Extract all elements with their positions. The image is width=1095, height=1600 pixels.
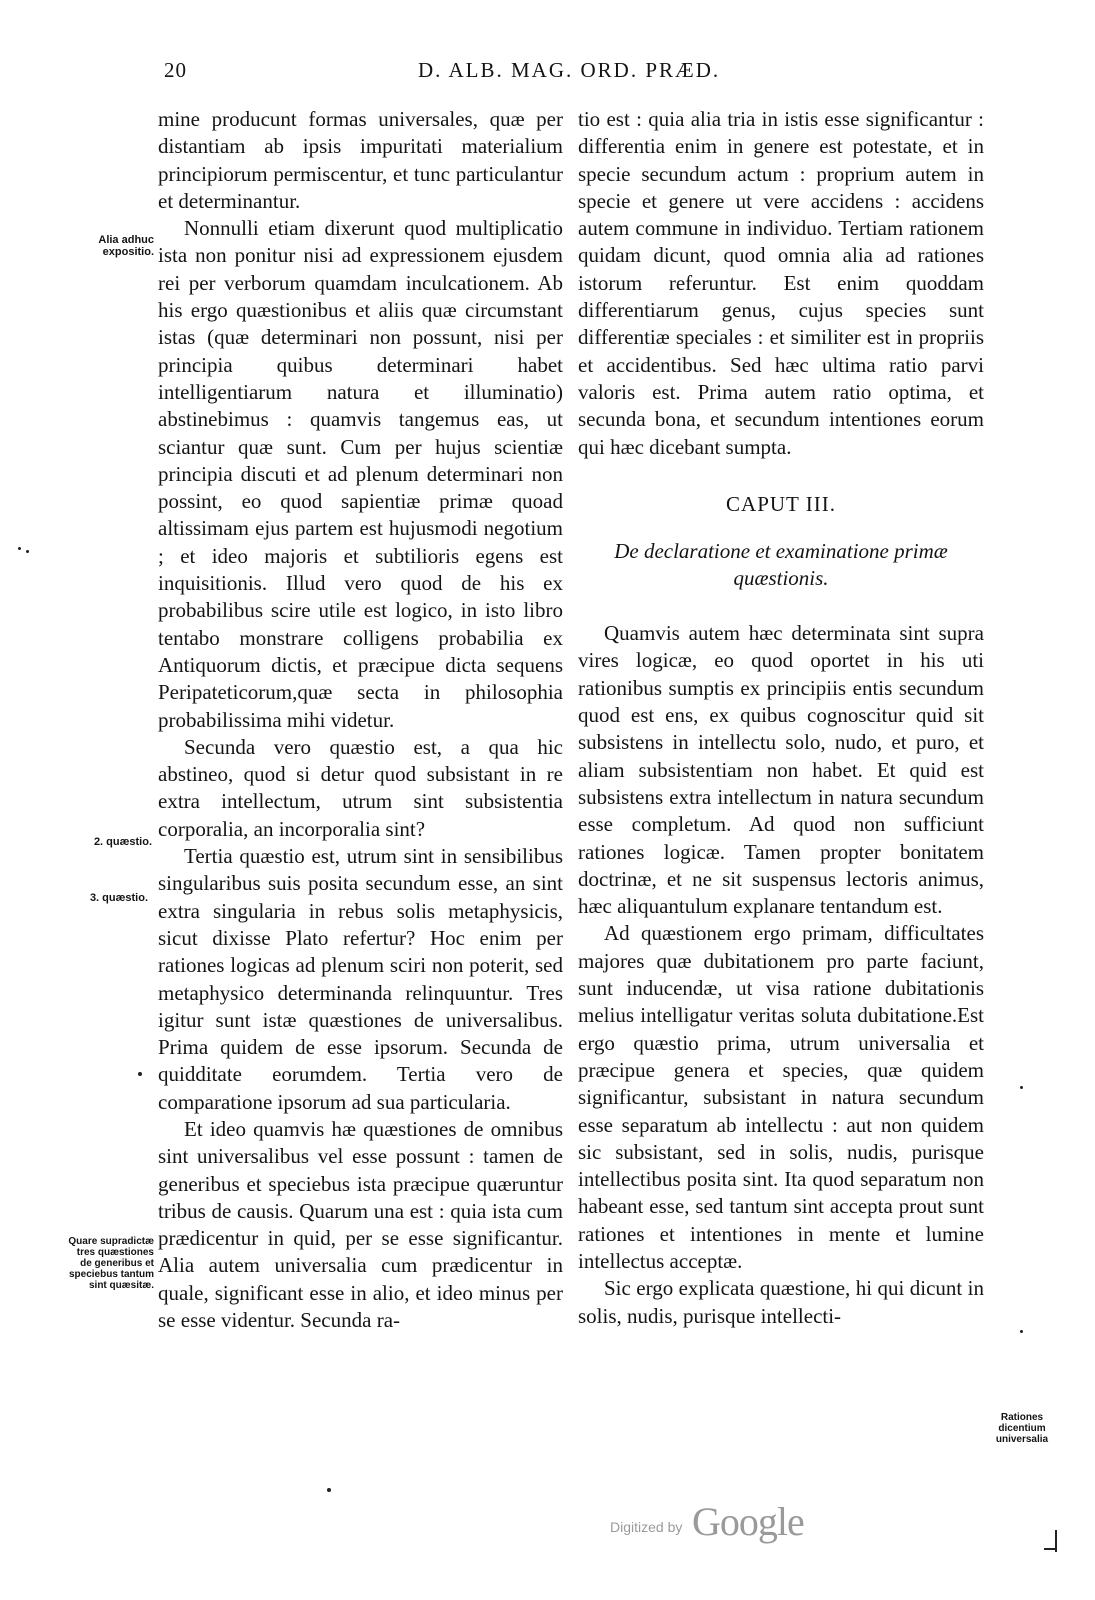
scan-speck xyxy=(18,547,21,550)
margin-note-secunda-quaestio: 2. quæstio. xyxy=(93,836,152,848)
scan-speck xyxy=(26,550,29,553)
chapter-heading: CAPUT III. xyxy=(726,491,836,516)
right-paragraph: Sic ergo explicata quæstione, hi qui dicunt in solis, nudis, purisque intellecti- xyxy=(578,1276,984,1328)
right-text-column xyxy=(578,106,984,1330)
margin-note-rationes: Rationes dicentium universalia xyxy=(995,1412,1049,1445)
scan-speck xyxy=(1020,1086,1023,1089)
running-header xyxy=(0,58,1095,88)
right-paragraph: Ad quæstionem ergo primam, difficultates majores quæ dubitationem pro parte faciunt, sunt inducendæ, ut visa ratione dubitationis melius intelligatur veritas soluta dubitatione.Est ergo quæstio prima, utrum universalia et præcipue genera et species, quæ quidem significantur, subsistant in natura secundum esse separatum ab intellectu : aut non quidem sic subsistant, sed in solis, nudis, purisque intellectibus posita sint. Ita quod separatum non habeant esse, sed tantum sint accepta prout sunt rationes et intentiones in mente et lumine intellectus acceptæ. xyxy=(578,921,984,1273)
left-paragraph: Et ideo quamvis hæ quæstiones de omnibus sint universalibus vel esse possunt : tamen de generibus et speciebus ista præcipue quæruntur tribus de causis. Quarum una est : quia ista cum prædicentur in quid, per se esse significantur. Alia autem universalia cum prædicentur in quale, significant esse in alio, et ideo minus per se esse videntur. Secunda ra- xyxy=(158,1116,563,1333)
google-logo-text: Google xyxy=(692,1499,804,1544)
scan-edge-mark xyxy=(1044,1548,1056,1550)
scan-speck xyxy=(327,1488,331,1492)
margin-note-tertia-quaestio: 3. quæstio. xyxy=(89,892,148,904)
margin-note-alia-adhuc: Alia adhuc expositio. xyxy=(98,234,154,258)
left-paragraph: mine producunt formas universales, quæ per distantiam ab ipsis impuritati materialium principiorum permiscentur, et tunc particulantur et determinantur. xyxy=(158,107,563,213)
digitized-by-label: Digitized by xyxy=(610,1519,683,1535)
left-paragraph: Nonnulli etiam dixerunt quod multiplicatio ista non ponitur nisi ad expressionem ejusdem rei per verborum quamdam inculcationem. Ab his ergo quæstionibus et aliis quæ circumstant istas (quæ determinari non possunt, nisi per principia quibus determinari habet intelligentiarum natura et illuminatio) abstinebimus : quamvis tangemus eas, ut sciantur quæ sunt. Cum per hujus scientiæ principia discuti et ad plenum determinari non possint, eo quod sapientiæ primæ quoad altissimam ejus partem est hujusmodi negotium ; et ideo majoris et subtilioris egens est inquisitionis. Illud vero quod de his ex probabilibus scire utile est logico, in isto libro tentabo monstrare colligens probabilia ex Antiquorum dictis, et præcipue dicta sequens Peripateticorum,quæ secta in philosophia probabilissima mihi videtur. xyxy=(158,216,563,732)
left-text-column xyxy=(158,106,563,1334)
left-paragraph: Secunda vero quæstio est, a qua hic abstineo, quod si detur quod subsistant in re extra intellectum, utrum sint subsistentia corporalia, an incorporalia sint? xyxy=(158,734,563,841)
scan-speck xyxy=(138,1072,142,1076)
page-number: 20 xyxy=(164,58,187,82)
right-paragraph: tio est : quia alia tria in istis esse significantur : differentia enim in genere est potestate, et in specie secundum actum : proprium autem in specie et genere ut vere accidens : accidens autem commune in individuo. Tertiam rationem quidam dicunt, quod omnia alia ad rationes istorum referuntur. Est enim quoddam differentiarum genus, cujus species sunt differentiæ speciales : et similiter est in propriis et accidentibus. Sed hæc ultima ratio parvi valoris est. Prima autem ratio optima, et secunda bona, et secundum intentiones eorum qui hæc dicebant sumpta. xyxy=(578,107,984,459)
margin-note-quare: Quare supradictæ tres quæstiones de generibus et speciebus tantum sint quæsitæ. xyxy=(68,1236,154,1291)
digitized-by-google-watermark xyxy=(610,1498,830,1544)
left-paragraph: Tertia quæstio est, utrum sint in sensibilibus singularibus suis posita secundum esse, an sint extra singularia in rebus solis metaphysicis, sicut dixisse Plato refertur? Hoc enim per rationes logicas ad plenum sciri non poterit, sed metaphysico determinanda relinquuntur. Tres igitur sunt istæ quæstiones de universalibus. Prima quidem de esse ipsorum. Secunda de quidditate eorumdem. Tertia vero de comparatione ipsorum ad sua particularia. xyxy=(158,844,563,1114)
chapter-subtitle: De declaratione et examinatione primæ quæstionis. xyxy=(614,539,948,591)
scan-speck xyxy=(1020,1330,1023,1333)
running-title: D. ALB. MAG. ORD. PRÆD. xyxy=(418,58,721,82)
right-paragraph: Quamvis autem hæc determinata sint supra vires logicæ, eo quod oportet in his uti rationibus sumptis ex principiis entis secundum quod est ens, ex quibus cognoscitur quid sit subsistens in intellectu solo, nudo, et puro, et aliam subsistentiam non habet. Et quid est subsistens extra intellectum in natura secundum esse completum. Ad quod non sufficiunt rationes logicæ. Tamen propter bonitatem doctrinæ, et ne sit suspensus lectoris animus, hæc aliquantulum explanare tentandum est. xyxy=(578,621,984,919)
